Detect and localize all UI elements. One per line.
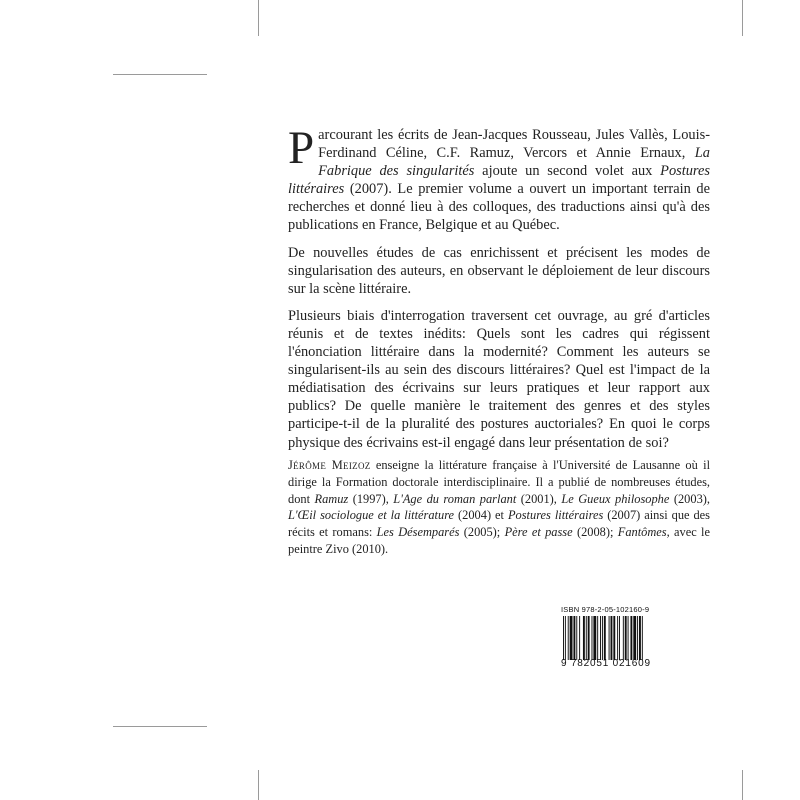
bio-text: (2001),: [516, 491, 562, 506]
crop-mark-bottom-right: [742, 770, 743, 800]
bio-work: Père et passe: [504, 525, 573, 540]
barcode-bar: [642, 616, 643, 660]
crop-mark-left-upper: [113, 74, 207, 75]
isbn-label: ISBN 978-2-05-102160-9: [561, 605, 650, 614]
bio-work: Le Gueux philosophe: [561, 491, 670, 506]
book-title: La Fabrique des singularités: [318, 145, 710, 180]
bio-work: Ramuz: [314, 491, 349, 506]
bio-work: Postures littéraires: [507, 508, 604, 523]
barcode-bar: [586, 616, 587, 660]
barcode-bar: [583, 616, 585, 660]
barcode-bar: [602, 616, 603, 660]
isbn-barcode: [561, 605, 671, 669]
barcode-bar: [570, 616, 573, 660]
paragraph-1-text: arcourant les écrits de Jean-Jacques Rousseau, Jules Vallès, Louis-Ferdinand Céline, C.F. Ramuz, Vercors et Annie Ernaux,: [318, 127, 710, 162]
barcode-bar: [639, 616, 641, 660]
crop-mark-top-left: [258, 0, 259, 36]
bio-text: (2004) et: [454, 508, 508, 523]
bio-text: (2003),: [669, 491, 710, 506]
bio-work: Fantômes,: [617, 525, 670, 540]
bio-work: L'Age du roman parlant: [393, 491, 517, 506]
barcode-bar: [588, 616, 590, 660]
barcode-bar: [565, 616, 566, 660]
barcode-bar: [623, 616, 624, 660]
barcode-bar: [597, 616, 598, 660]
back-cover-text: [288, 122, 710, 461]
bio-text: avec le peintre Zivo (2010).: [288, 525, 710, 556]
barcode-bar: [600, 616, 601, 660]
barcode-bar: [604, 616, 606, 660]
isbn-digits: 9 782051 021609: [561, 658, 651, 669]
barcode-bar: [628, 616, 629, 660]
barcode-bar: [593, 616, 596, 660]
barcode-bar: [579, 616, 580, 660]
bio-work: L'Œil sociologue et la littérature: [288, 508, 455, 523]
barcode-bar: [611, 616, 613, 660]
author-bio: [288, 457, 710, 558]
paragraph-3: Plusieurs biais d'interrogation traversent cet ouvrage, au gré d'articles réunis et de textes inédits: Quels sont les cadres qui régissent l'énonciation littéraire dans la modernité? Comment les auteurs se singularisent-ils au sein des discours littéraires? Quel est l'impact de la médiatisation des écrivains sur leurs pratiques et leur rapport aux publics? De quelle manière le traitement des genres et des styles participe-t-il de la pluralité des postures auctoriales? En quoi le corps physique des écrivains est-il engagé dans leur présentation de soi?: [288, 307, 710, 451]
barcode-bar: [609, 616, 610, 660]
bio-text: (2005);: [459, 525, 505, 540]
bio-text: enseigne la littérature française à l'Université de Lausanne où il dirige la Formation doctorale interdisciplinaire. Il a publié de nombreuses études, dont: [288, 458, 711, 506]
crop-mark-left-lower: [113, 726, 207, 727]
barcode-bar: [637, 616, 638, 660]
paragraph-1-end: (2007). Le premier volume a ouvert un important terrain de recherches et donné lieu à des colloques, des traductions ainsi qu'à des publications en France, Belgique et au Québec.: [288, 181, 710, 234]
barcode-bar: [633, 616, 636, 660]
barcode-bar: [568, 616, 569, 660]
paragraph-1: [288, 122, 710, 235]
author-name: Jérôme Meizoz: [288, 458, 371, 472]
barcode-bar: [630, 616, 632, 660]
bio-text: (2008);: [572, 525, 618, 540]
barcode-bar: [576, 616, 577, 660]
bio-text: (2007) ainsi que des récits et romans:: [288, 508, 710, 540]
drop-cap: P: [288, 122, 315, 174]
crop-mark-top-right: [742, 0, 743, 36]
barcode-bar: [619, 616, 620, 660]
paragraph-1-mid: ajoute un second volet aux: [474, 163, 661, 180]
previous-book-title: Postures littéraires: [288, 163, 710, 198]
barcode-bar: [563, 616, 564, 660]
barcode-bar: [573, 616, 575, 660]
barcode-bar: [625, 616, 627, 660]
crop-mark-bottom-left: [258, 770, 259, 800]
barcode-bar: [613, 616, 615, 660]
bio-text: (1997),: [348, 491, 394, 506]
barcode-bar: [617, 616, 618, 660]
barcode-bars: [561, 616, 671, 660]
bio-work: Les Désemparés: [376, 525, 460, 540]
barcode-bar: [592, 616, 593, 660]
paragraph-2: De nouvelles études de cas enrichissent et précisent les modes de singularisation des auteurs, en observant le déploiement de leur discours sur la scène littéraire.: [288, 244, 710, 297]
